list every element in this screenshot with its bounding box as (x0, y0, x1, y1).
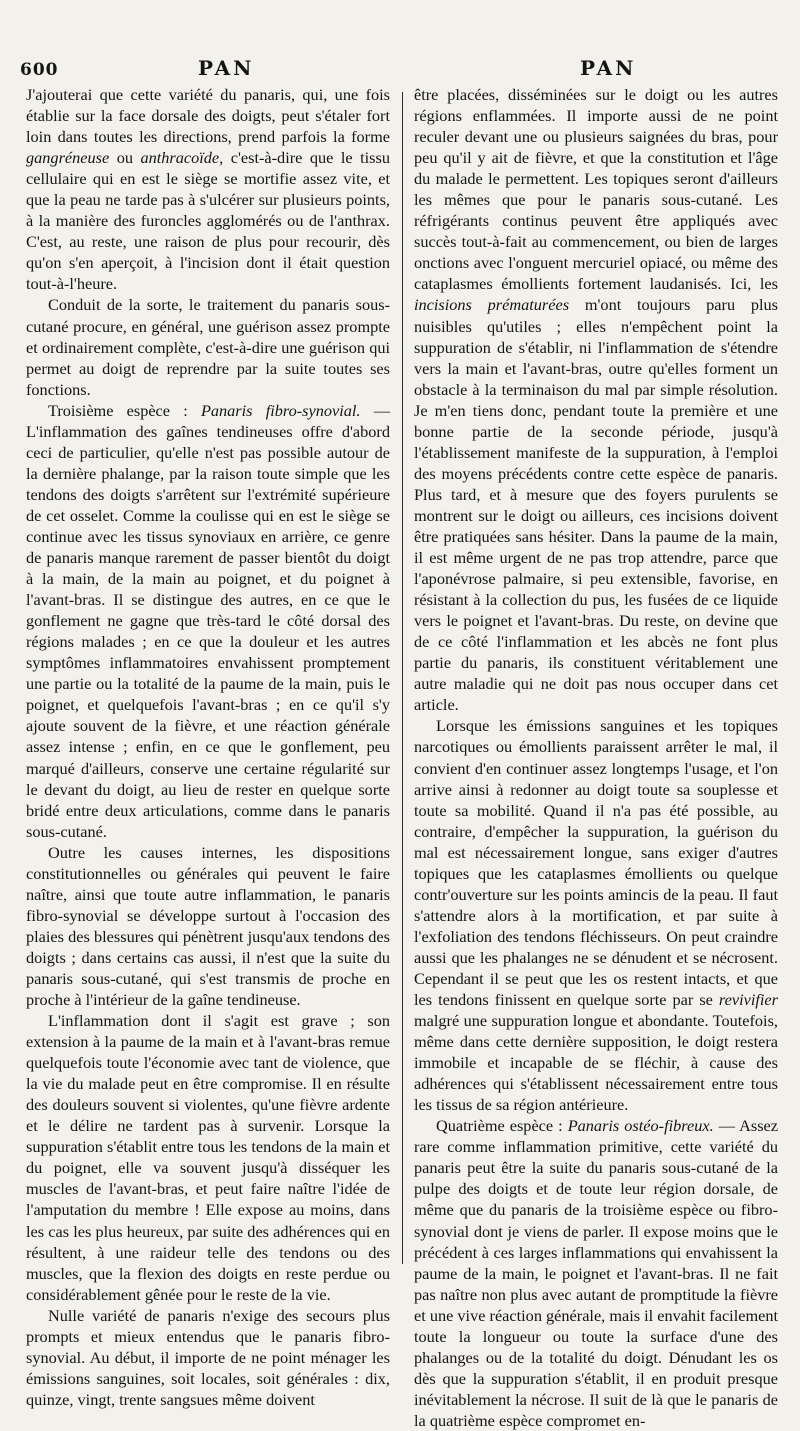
text-run: Quatrième espèce : (436, 1116, 568, 1136)
text-run: Nulle variété de panaris n'exige des secours plus prompts et mieux entendus que le panaris fibro-synovial. Au début, il importe de ne point ménager les émissions sanguines, soit locales, soit générales : dix, quinze, vingt, trente sangsues même doivent (26, 1305, 390, 1409)
text-run: m'ont toujours paru plus nuisibles qu'utiles ; elles n'empêchent point la suppuration de s'établir, ni l'inflammation de s'étendre vers la main et l'avant-bras, outre qu'elles forment un obstacle à la terminaison du mal par simple résolution. Je m'en tiens donc, pendant toute la première et une bonne partie de la seconde période, jusqu'à l'établissement manifeste de la suppuration, à l'emploi des moyens précédents contre cette espèce de panaris. Plus tard, et à mesure que des foyers purulents se montrent sur le doigt ou ailleurs, ces incisions doivent être pratiquées sans hésiter. Dans la paume de la main, il est même urgent de ne pas trop attendre, parce que l'aponévrose palmaire, si peu extensible, favorise, en résistant à la collection du pus, les fusées de ce liquide vers le poignet et l'avant-bras. Du reste, on devine que de ce côté l'inflammation et les abcès ne font plus partie du panaris, ils constituent véritablement une autre maladie qui ne doit pas nous occuper dans cet article. (414, 295, 778, 715)
paragraph (414, 715, 778, 1115)
text-run: malgré une suppuration longue et abondante. Toutefois, même dans cette dernière supposition, le doigt restera immobile et incapable de se fléchir, à cause des adhérences qui s'établissent nécessairement entre tous les tissus de sa région antérieure. (414, 1011, 778, 1115)
paragraph (26, 294, 390, 399)
running-head-left: PAN (198, 56, 255, 80)
paragraph (26, 1305, 390, 1410)
page-number: 600 (20, 60, 59, 80)
paragraph (26, 400, 390, 842)
text-run: Lorsque les émissions sanguines et les topiques narcotiques ou émollients paraissent arrêter le mal, il convient d'en continuer assez longtemps l'usage, et l'on arrive ainsi à redonner au doigt toute sa souplesse et toute sa mobilité. Quand il n'a pas été possible, au contraire, d'empêcher la suppuration, la guérison du mal est nécessairement longue, sans exiger d'autres topiques que les cataplasmes émollients ou quelque contr'ouverture sur les points amincis de la peau. Il faut s'attendre alors à la mortification, et par suite à l'exfoliation des tendons fléchisseurs. On peut craindre aussi que les phalanges ne se dénudent et se nécrosent. Cependant il se peut que les os restent intacts, et que les tendons finissent en quelque sorte par se (414, 716, 778, 1010)
text-run: Outre les causes internes, les dispositions constitutionnelles ou générales qui peuvent le faire naître, ainsi que toute autre inflammation, le panaris fibro-synovial se développe surtout à l'occasion des plaies des blessures qui pénètrent jusqu'aux tendons des doigts ; dans certains cas aussi, il n'est que la suite du panaris sous-cutané, qui s'est transmis de proche en proche à l'intérieur de la gaîne tendineuse. (26, 842, 390, 1010)
italic-term: anthracoïde (140, 148, 220, 168)
column-divider (402, 92, 403, 1264)
italic-term: Panaris fibro-synovial. (200, 400, 361, 420)
running-head-right: PAN (580, 56, 637, 80)
paragraph (414, 1115, 778, 1431)
text-run: Conduit de la sorte, le traitement du panaris sous-cutané procure, en général, une guérison assez prompte et ordinairement complète, c'est-à-dire une guérison qui permet au doigt de reprendre par la suite toutes ses fonctions. (26, 295, 390, 399)
paragraph (26, 1010, 390, 1305)
paragraph (26, 84, 390, 294)
paragraph (414, 84, 778, 715)
text-column-right (414, 84, 778, 1430)
text-run: J'ajouterai que cette variété du panaris, qui, une fois établie sur la face dorsale des doigts, peut s'étaler fort loin dans toutes les directions, prend parfois la forme (26, 85, 390, 147)
italic-term: gangréneuse (26, 148, 110, 168)
text-run: L'inflammation dont il s'agit est grave ; son extension à la paume de la main et à l'avant-bras remue quelquefois toute l'économie avec tant de violence, que la vie du malade peut en être compromise. Il en résulte des douleurs souvent si violentes, qu'une fièvre ardente et le délire ne tardent pas à survenir. Lorsque la suppuration s'établit entre tous les tendons de la main et du poignet, elle va souvent jusqu'à disséquer les muscles de l'avant-bras, et peut faire naître l'idée de l'amputation du membre ! Elle expose au moins, dans les cas les plus heureux, par suite des adhérences qui en résultent, à une raideur telle des tendons ou des muscles, que la flexion des doigts en reste perdue ou considérablement gênée pour le reste de la vie. (26, 1011, 390, 1304)
italic-term: Panaris ostéo-fibreux. (567, 1116, 714, 1136)
italic-term: incisions prématurées (414, 295, 570, 315)
text-run: — Assez rare comme inflammation primitive, cette variété du panaris peut être la suite du panaris sous-cutané de la pulpe des doigts et de toute leur région dorsale, de même que du panaris de la troisième espèce ou fibro-synovial dont je viens de parler. Il expose moins que le précédent à ces larges inflammations qui envahissent la paume de la main, le poignet et l'avant-bras. Il ne fait pas naître non plus avec autant de promptitude la fièvre et une vive réaction générale, mais il envahit facilement toute la longueur ou toute la surface d'une des phalanges ou de la totalité du doigt. Dénudant les os dès que la suppuration s'établit, il en produit presque inévitablement la nécrose. Il suit de là que le panaris de la quatrième espèce compromet en- (414, 1116, 778, 1430)
page-header (0, 56, 800, 84)
text-run: ou (109, 148, 141, 168)
text-run: , c'est-à-dire que le tissu cellulaire qui en est le siège se mortifie assez vite, et que la peau ne tarde pas à s'ulcérer sur plusieurs points, à la manière des furoncles agglomérés ou de l'anthrax. C'est, au reste, une raison de plus pour recourir, dès qu'on s'en aperçoit, à l'incision dont il était question tout-à-l'heure. (26, 148, 390, 294)
text-run: — L'inflammation des gaînes tendineuses offre d'abord ceci de particulier, qu'elle n'est pas possible autour de la dernière phalange, par la raison toute simple que les tendons des doigts s'arrêtent sur l'extrémité supérieure de cet osselet. Comme la coulisse qui en est le siège se continue avec les tissus synoviaux en arrière, ce genre de panaris manque rarement de passer bientôt du doigt à la main, de la main au poignet, et du poignet à l'avant-bras. Il se distingue des autres, en ce que le gonflement ne gagne que très-tard le côté dorsal des régions malades ; en ce que la douleur et les autres symptômes inflammatoires envahissent promptement une partie ou la totalité de la paume de la main, puis le poignet, et quelquefois l'avant-bras ; en ce qu'il s'y ajoute souvent de la fièvre, et une réaction générale assez intense ; enfin, en ce que le gonflement, peu marqué d'ailleurs, conserve une certaine régularité sur le devant du doigt, au lieu de rester en quelque sorte bridé entre deux articulations, comme dans le panaris sous-cutané. (26, 400, 390, 841)
paragraph (26, 842, 390, 1010)
text-run: être placées, disséminées sur le doigt ou les autres régions enflammées. Il importe aussi de ne point reculer devant une ou plusieurs saignées du bras, pour peu qu'il y ait de fièvre, et que la constitution et l'âge du malade le permettent. Les topiques seront d'ailleurs les mêmes que pour le panaris sous-cutané. Les réfrigérants continus peuvent être appliqués avec succès tout-à-fait au commencement, ou bien de larges onctions avec l'onguent mercuriel opiacé, ou même des cataplasmes émollients fortement laudanisés. Ici, les (414, 85, 778, 294)
text-run: Troisième espèce : (48, 400, 201, 420)
italic-term: revivifier (718, 990, 778, 1010)
text-column-left (26, 84, 390, 1409)
